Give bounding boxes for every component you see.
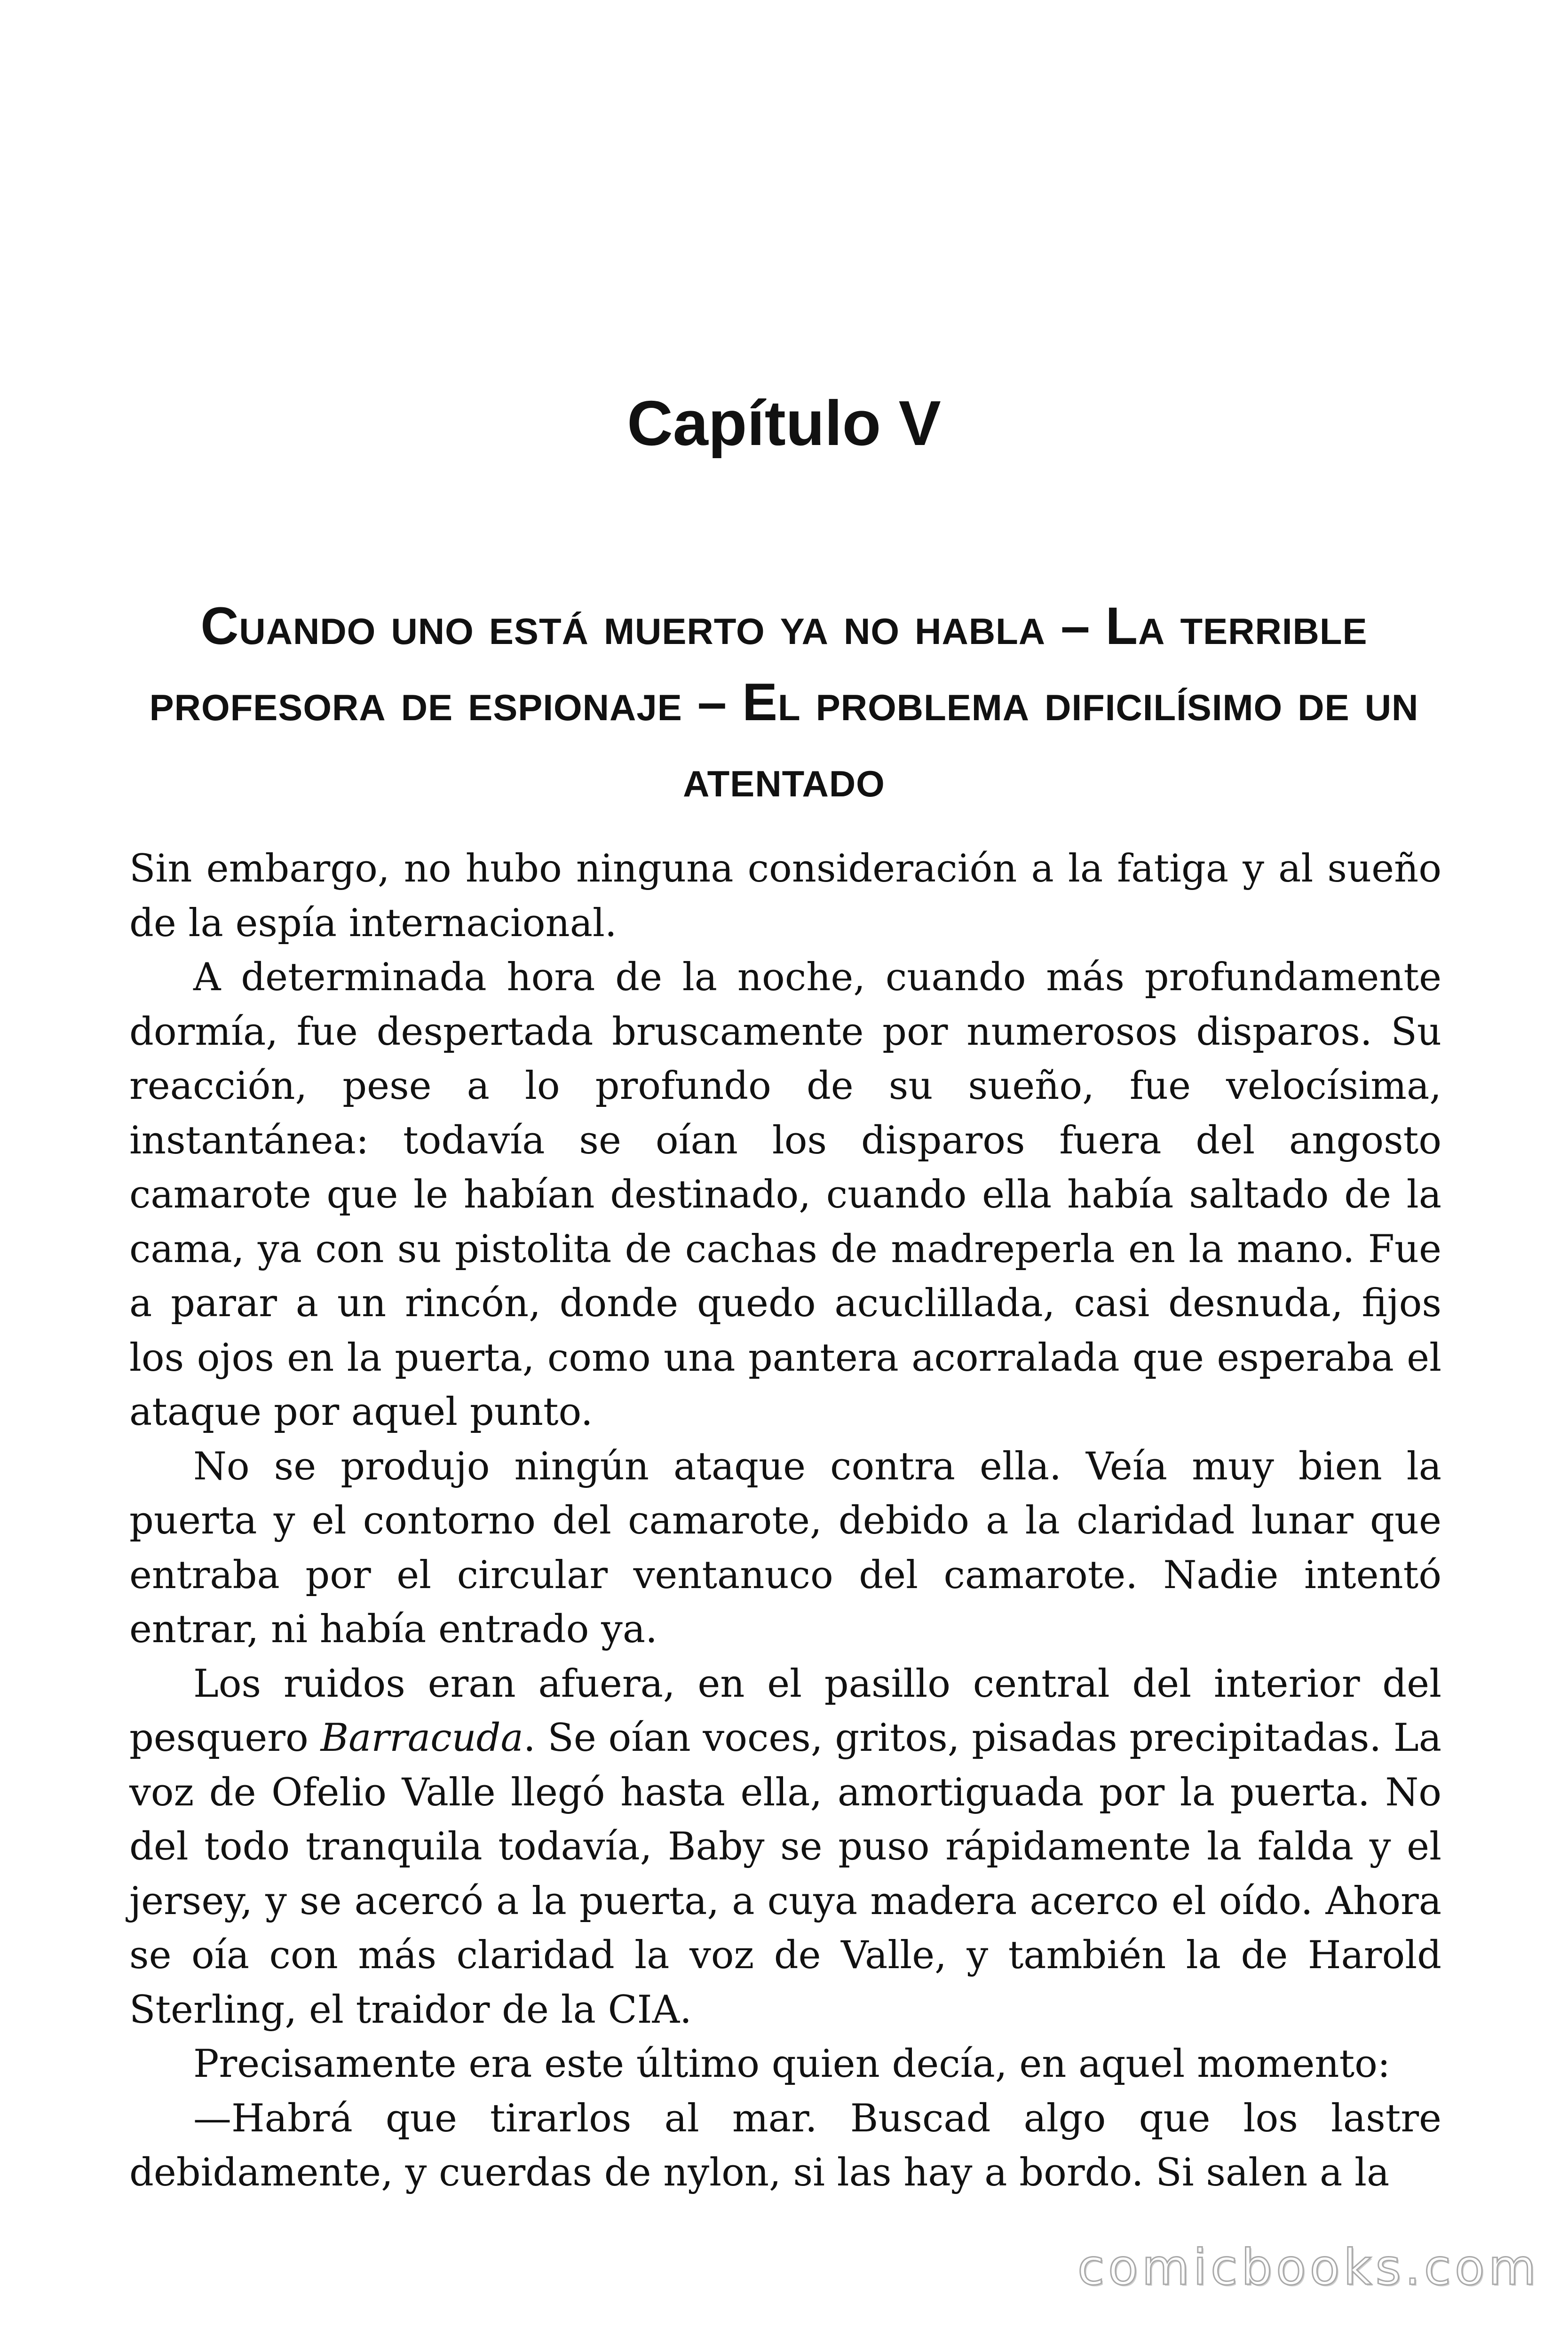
paragraph: Sin embargo, no hubo ninguna consideración a la fatiga y al sueño de la espía internacional. <box>129 847 1441 946</box>
paragraph: Precisamente era este último quien decía, en aquel momento: <box>193 2042 1391 2086</box>
body-text <box>129 842 1441 2201</box>
paragraph-text: Los ruidos eran afuera, en el pasillo central del interior del pesquero <box>129 1661 1441 1760</box>
chapter-subtitle: Cuando uno está muerto ya no habla – La terrible profesora de espionaje – El problema dificilísimo de un atentado <box>149 596 1419 808</box>
chapter-title: Capítulo V <box>627 388 941 459</box>
paragraph: A determinada hora de la noche, cuando más profundamente dormía, fue despertada bruscamente por numerosos disparos. Su reacción, pese a lo profundo de su sueño, fue velocísima, instantánea: todavía se oían los disparos fuera del angosto camarote que le habían destinado, cuando ella había saltado de la cama, ya con su pistolita de cachas de madreperla en la mano. Fue a parar a un rincón, donde quedo acuclillada, casi desnuda, fijos los ojos en la puerta, como una pantera acorralada que esperaba el ataque por aquel punto. <box>129 955 1441 1434</box>
paragraph <box>129 1657 1441 2038</box>
paragraph: No se produjo ningún ataque contra ella. Veía muy bien la puerta y el contorno del camarote, debido a la claridad lunar que entraba por el circular ventanuco del camarote. Nadie intentó entrar, ni había entrado ya. <box>129 1444 1441 1652</box>
paragraph-text: . Se oían voces, gritos, pisadas precipitadas. La voz de Ofelio Valle llegó hasta ella, amortiguada por la puerta. No del todo tranquila todavía, Baby se puso rápidamente la falda y el jersey, y se acercó a la puerta, a cuya madera acerco el oído. Ahora se oía con más claridad la voz de Valle, y también la de Harold Sterling, el traidor de la CIA. <box>129 1716 1442 2032</box>
paragraph: —Habrá que tirarlos al mar. Buscad algo que los lastre debidamente, y cuerdas de nylon, si las hay a bordo. Si salen a la <box>129 2096 1441 2195</box>
boat-name: Barracuda <box>320 1716 523 1760</box>
watermark-logo: comicbooks.com <box>1077 2239 1540 2296</box>
